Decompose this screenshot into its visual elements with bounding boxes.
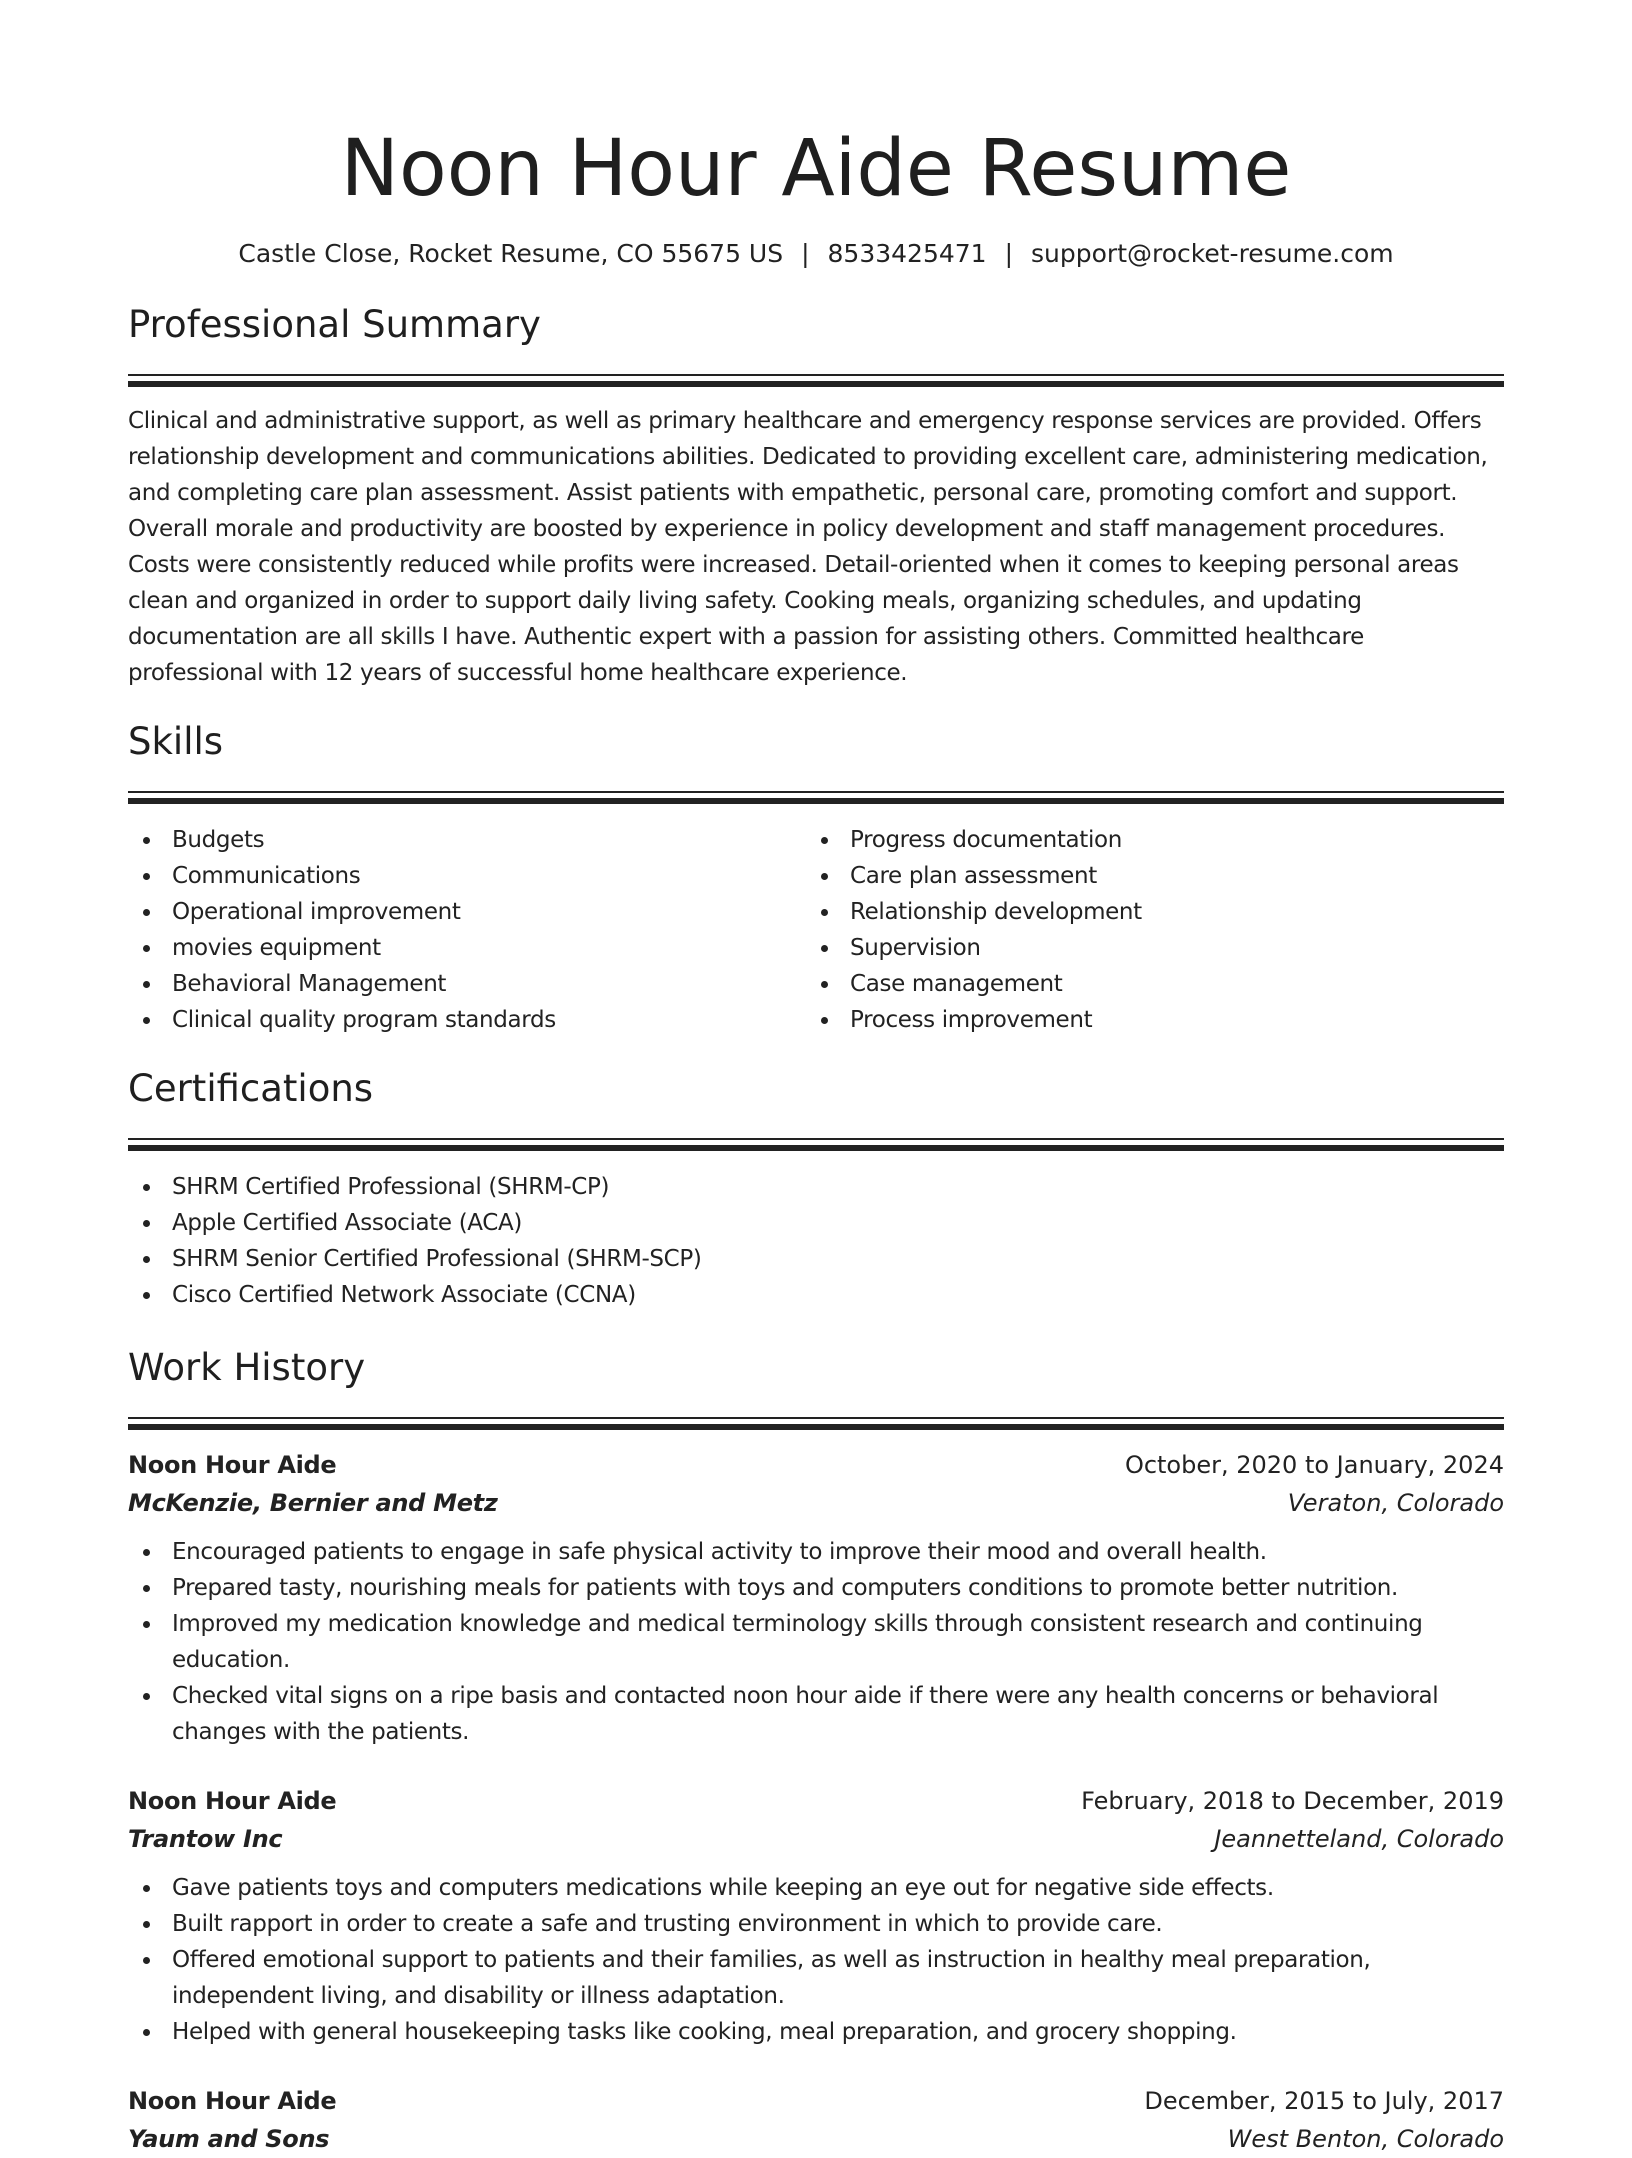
job-header-row [128, 1446, 1504, 1484]
job-location: West Benton, Colorado [1227, 2125, 1504, 2153]
job-duty-item: Built rapport in order to create a safe and trusting environment in which to provide care. [128, 1906, 1504, 1942]
certifications-list [128, 1169, 1504, 1313]
skills-section [128, 717, 1504, 1038]
summary-text: Clinical and administrative support, as well as primary healthcare and emergency response services are provided. Offers relationship development and communications abilities. Dedicated to providing excellent care, administering medication, and completing care plan assessment. Assist patients with empathetic, personal care, promoting comfort and support. Overall morale and productivity are boosted by experience in policy development and staff management procedures. Costs were consistently reduced while profits were increased. Detail-oriented when it comes to keeping personal areas clean and organized in order to support daily living safety. Cooking meals, organizing schedules, and updating documentation are all skills I have. Authentic expert with a passion for assisting others. Committed healthcare professional with 12 years of successful home healthcare experience. [128, 408, 1488, 686]
skill-item: Behavioral Management [128, 966, 806, 1002]
contact-address: Castle Close, Rocket Resume, CO 55675 US [238, 239, 784, 268]
work-history-heading: Work History [128, 1346, 366, 1389]
contact-email: support@rocket-resume.com [1031, 239, 1394, 268]
job-duty-item: Offered emotional support to patients and their families, as well as instruction in healthy meal preparation, independent living, and disability or illness adaptation. [128, 1942, 1504, 2014]
certifications-section [128, 1064, 1504, 1313]
certification-item: SHRM Certified Professional (SHRM-CP) [128, 1169, 1504, 1205]
job-location: Jeannetteland, Colorado [1214, 1825, 1504, 1853]
section-divider [128, 1138, 1504, 1153]
skills-heading: Skills [128, 720, 224, 763]
skill-item: Clinical quality program standards [128, 1002, 806, 1038]
skill-item: movies equipment [128, 930, 806, 966]
skills-grid [128, 822, 1504, 1038]
skill-item: Case management [806, 966, 1484, 1002]
job-dates: December, 2015 to July, 2017 [1144, 2087, 1504, 2115]
job-title: Noon Hour Aide [128, 1787, 337, 1815]
section-divider [128, 791, 1504, 806]
job-company: Yaum and Sons [128, 2125, 330, 2153]
job-entry [128, 2082, 1504, 2158]
skill-item: Process improvement [806, 1002, 1484, 1038]
skill-item: Budgets [128, 822, 806, 858]
job-header-row [128, 1782, 1504, 1820]
job-header-row [128, 2082, 1504, 2120]
job-company-row [128, 1484, 1504, 1522]
job-duty-item: Improved my medication knowledge and medical terminology skills through consistent research and continuing education. [128, 1606, 1504, 1678]
skill-item: Progress documentation [806, 822, 1484, 858]
resume-page [128, 0, 1504, 2158]
job-entry [128, 1782, 1504, 2050]
skill-item: Care plan assessment [806, 858, 1484, 894]
job-company-row [128, 2120, 1504, 2158]
section-divider [128, 374, 1504, 389]
skills-left-column [128, 822, 806, 1038]
job-dates: February, 2018 to December, 2019 [1081, 1787, 1504, 1815]
work-history-section [128, 1343, 1504, 2158]
job-duties [128, 1534, 1504, 1750]
certifications-heading: Certifications [128, 1067, 374, 1110]
skill-item: Operational improvement [128, 894, 806, 930]
job-location: Veraton, Colorado [1287, 1489, 1504, 1517]
summary-heading: Professional Summary [128, 303, 541, 346]
job-duty-item: Encouraged patients to engage in safe physical activity to improve their mood and overall health. [128, 1534, 1504, 1570]
job-company-row [128, 1820, 1504, 1858]
job-duty-item: Helped with general housekeeping tasks like cooking, meal preparation, and grocery shopping. [128, 2014, 1504, 2050]
job-title: Noon Hour Aide [128, 2087, 337, 2115]
job-duty-item: Gave patients toys and computers medications while keeping an eye out for negative side effects. [128, 1870, 1504, 1906]
skill-item: Relationship development [806, 894, 1484, 930]
job-duty-item: Checked vital signs on a ripe basis and contacted noon hour aide if there were any health concerns or behavioral changes with the patients. [128, 1678, 1504, 1750]
contact-separator: | [801, 239, 810, 268]
job-entry [128, 1446, 1504, 1750]
certification-item: Cisco Certified Network Associate (CCNA) [128, 1277, 1504, 1313]
job-company: McKenzie, Bernier and Metz [128, 1489, 498, 1517]
contact-separator: | [1004, 239, 1014, 268]
skill-item: Supervision [806, 930, 1484, 966]
job-duty-item: Prepared tasty, nourishing meals for patients with toys and computers conditions to promote better nutrition. [128, 1570, 1504, 1606]
contact-line [128, 234, 1504, 274]
resume-title: Noon Hour Aide Resume [340, 124, 1292, 214]
summary-section [128, 300, 1504, 691]
certification-item: Apple Certified Associate (ACA) [128, 1205, 1504, 1241]
job-company: Trantow Inc [128, 1825, 283, 1853]
job-dates: October, 2020 to January, 2024 [1124, 1451, 1504, 1479]
skills-right-column [806, 822, 1484, 1038]
job-title: Noon Hour Aide [128, 1451, 337, 1479]
certification-item: SHRM Senior Certified Professional (SHRM-SCP) [128, 1241, 1504, 1277]
job-duties [128, 1870, 1504, 2050]
skill-item: Communications [128, 858, 806, 894]
section-divider [128, 1417, 1504, 1432]
contact-phone: 8533425471 [827, 239, 987, 268]
